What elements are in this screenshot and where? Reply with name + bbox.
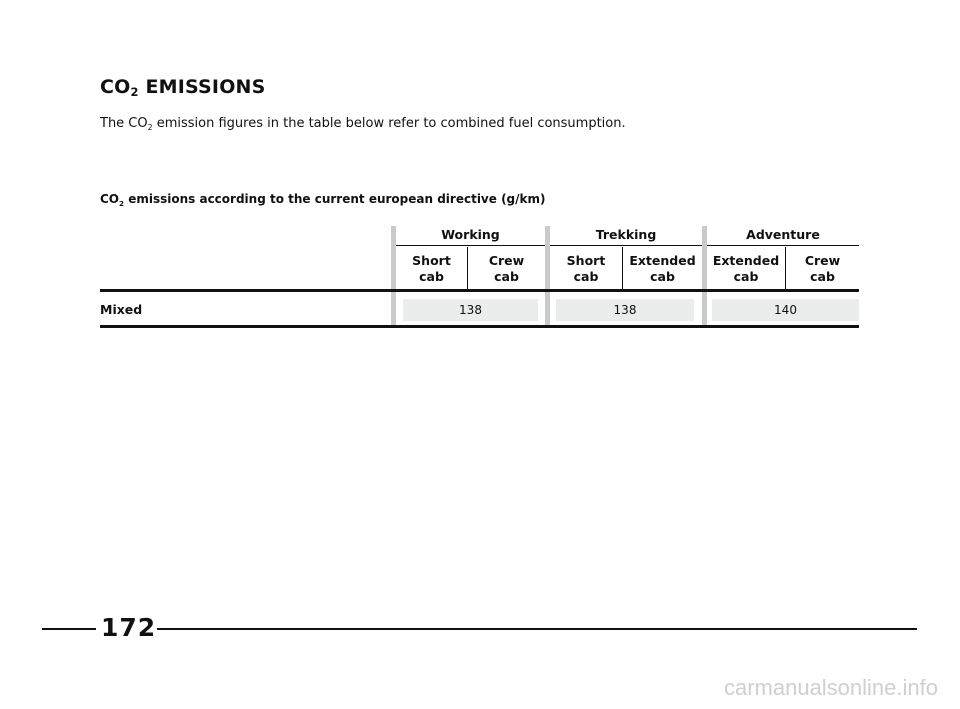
group-header-trekking: Trekking xyxy=(595,227,657,242)
value-working: 138 xyxy=(403,299,538,321)
subheader-trekking-short-cab: Short cab xyxy=(566,253,606,284)
subheader-working-crew-cab: Crew cab xyxy=(488,253,525,284)
value-trekking: 138 xyxy=(556,299,694,321)
table-bottom-rule xyxy=(100,325,859,328)
table-header-rule xyxy=(100,289,859,292)
watermark: carmanualsonline.info xyxy=(723,675,938,700)
value-adventure: 140 xyxy=(712,299,859,321)
group-header-adventure: Adventure xyxy=(746,227,820,242)
subheader-adventure-crew-cab: Crew cab xyxy=(804,253,841,284)
table-caption: $CO_2$ emissions according to the current european directive (g/km) xyxy=(100,192,546,208)
subheader-adventure-extended-cab: Extended cab xyxy=(712,253,780,284)
footer-rule-left xyxy=(42,628,96,630)
footer-rule-right xyxy=(157,628,917,630)
group-header-working: Working xyxy=(441,227,500,242)
header-rule xyxy=(396,245,545,246)
intro-text: The $CO_2$ emission figures in the table below refer to combined fuel consumption. xyxy=(100,116,626,132)
subheader-working-short-cab: Short cab xyxy=(412,253,451,284)
row-label-mixed: Mixed xyxy=(100,302,143,317)
section-heading: $CO_2$ EMISSIONS xyxy=(100,76,266,99)
page-number: 172 xyxy=(101,613,157,642)
header-rule xyxy=(707,245,859,246)
header-rule xyxy=(550,245,702,246)
subheader-trekking-extended-cab: Extended cab xyxy=(629,253,696,284)
